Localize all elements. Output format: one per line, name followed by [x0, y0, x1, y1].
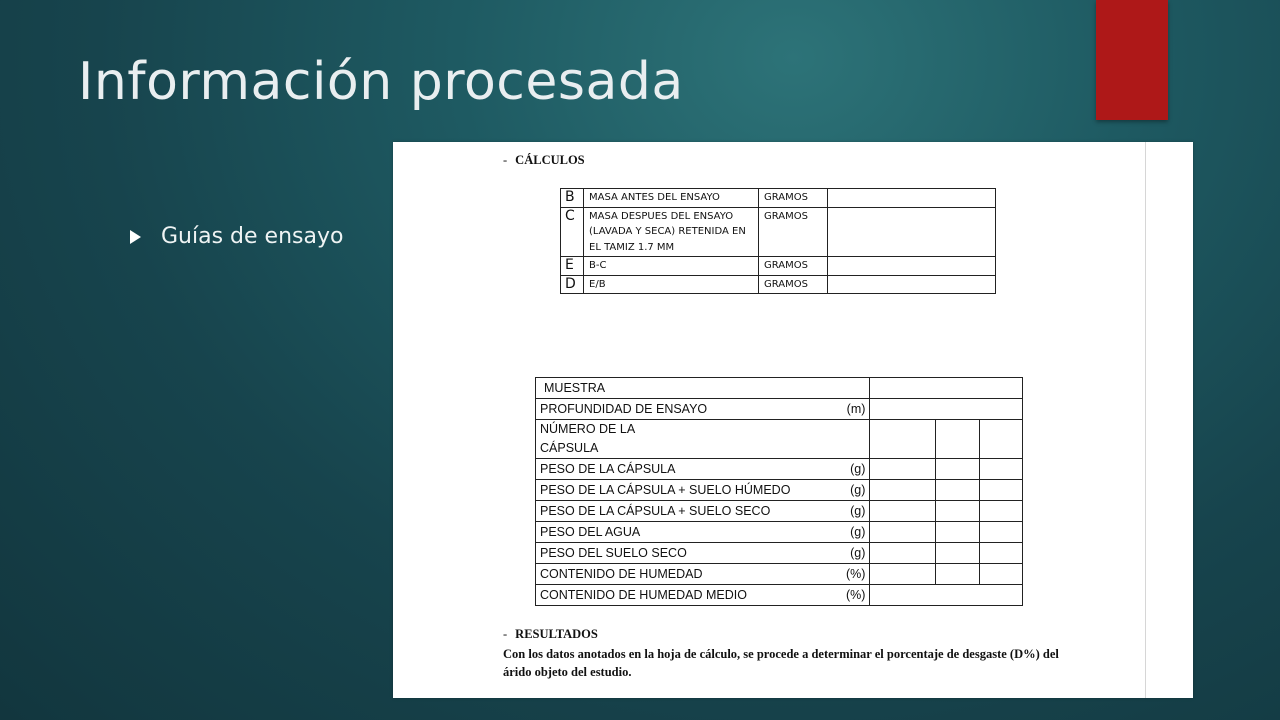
profundidad-label: PROFUNDIDAD DE ENSAYO (m) [536, 399, 870, 420]
sample-cell[interactable] [870, 459, 936, 480]
sample-cell[interactable] [979, 564, 1022, 585]
sample-cell[interactable] [870, 564, 936, 585]
sample-cell[interactable] [979, 480, 1022, 501]
table-row [536, 564, 1023, 585]
numero-capsula-label: NÚMERO DE LA CÁPSULA [536, 420, 870, 459]
page-margin-line [1145, 142, 1146, 698]
muestra-value-cell[interactable] [870, 378, 1023, 399]
row-label: PESO DEL AGUA (g) [536, 522, 870, 543]
slide-title: Información procesada [78, 52, 684, 112]
moisture-table [535, 377, 1023, 606]
sample-cell[interactable] [979, 522, 1022, 543]
row-label: PESO DE LA CÁPSULA + SUELO SECO (g) [536, 501, 870, 522]
triangle-bullet-icon [130, 230, 141, 244]
results-heading: - RESULTADOS [503, 627, 598, 641]
accent-bar [1096, 0, 1168, 120]
row-label: PESO DE LA CÁPSULA + SUELO HÚMEDO (g) [536, 480, 870, 501]
table-row [536, 420, 1023, 459]
medio-label: CONTENIDO DE HUMEDAD MEDIO (%) [536, 585, 870, 606]
calc-table [560, 188, 996, 294]
results-paragraph: Con los datos anotados en la hoja de cálculo, se procede a determinar el porcentaje de desgaste (D%) del árido objeto del estudio. [503, 647, 1059, 679]
row-letter: C [561, 207, 584, 257]
table-row [536, 480, 1023, 501]
table-row [561, 257, 996, 276]
sample-cell[interactable] [870, 543, 936, 564]
row-description: MASA ANTES DEL ENSAYO [584, 189, 759, 208]
sample-cell[interactable] [936, 420, 979, 459]
sample-cell[interactable] [979, 459, 1022, 480]
row-unit: GRAMOS [759, 189, 828, 208]
row-value-cell[interactable] [828, 207, 996, 257]
table-row [536, 585, 1023, 606]
row-letter: D [561, 275, 584, 294]
table-row [536, 501, 1023, 522]
table-row [561, 207, 996, 257]
profundidad-value-cell[interactable] [870, 399, 1023, 420]
row-value-cell[interactable] [828, 189, 996, 208]
bullet-text: Guías de ensayo [161, 224, 344, 249]
row-label: PESO DEL SUELO SECO (g) [536, 543, 870, 564]
table-row [536, 378, 1023, 399]
table-row [536, 459, 1023, 480]
row-value-cell[interactable] [828, 257, 996, 276]
row-letter: B [561, 189, 584, 208]
row-unit: GRAMOS [759, 257, 828, 276]
sample-cell[interactable] [936, 480, 979, 501]
sample-cell[interactable] [936, 543, 979, 564]
sample-cell[interactable] [870, 501, 936, 522]
sample-cell[interactable] [979, 501, 1022, 522]
sample-cell[interactable] [936, 564, 979, 585]
sample-cell[interactable] [870, 480, 936, 501]
sample-cell[interactable] [979, 420, 1022, 459]
bullet-item [130, 224, 343, 249]
document-image [393, 142, 1193, 698]
sample-cell[interactable] [870, 522, 936, 543]
sample-cell[interactable] [936, 459, 979, 480]
table-row [561, 189, 996, 208]
table-row [561, 275, 996, 294]
table-row [536, 522, 1023, 543]
row-letter: E [561, 257, 584, 276]
sample-cell[interactable] [936, 501, 979, 522]
sample-cell[interactable] [870, 420, 936, 459]
row-unit: GRAMOS [759, 207, 828, 257]
row-unit: GRAMOS [759, 275, 828, 294]
row-label: PESO DE LA CÁPSULA (g) [536, 459, 870, 480]
muestra-label: MUESTRA [536, 378, 870, 399]
sample-cell[interactable] [936, 522, 979, 543]
calc-heading: - CÁLCULOS [503, 153, 585, 167]
table-row [536, 543, 1023, 564]
medio-value-cell[interactable] [870, 585, 1023, 606]
row-value-cell[interactable] [828, 275, 996, 294]
row-description: B-C [584, 257, 759, 276]
row-description: MASA DESPUES DEL ENSAYO (LAVADA Y SECA) RETENIDA EN EL TAMIZ 1.7 MM [584, 207, 759, 257]
row-description: E/B [584, 275, 759, 294]
sample-cell[interactable] [979, 543, 1022, 564]
table-row [536, 399, 1023, 420]
row-label: CONTENIDO DE HUMEDAD (%) [536, 564, 870, 585]
